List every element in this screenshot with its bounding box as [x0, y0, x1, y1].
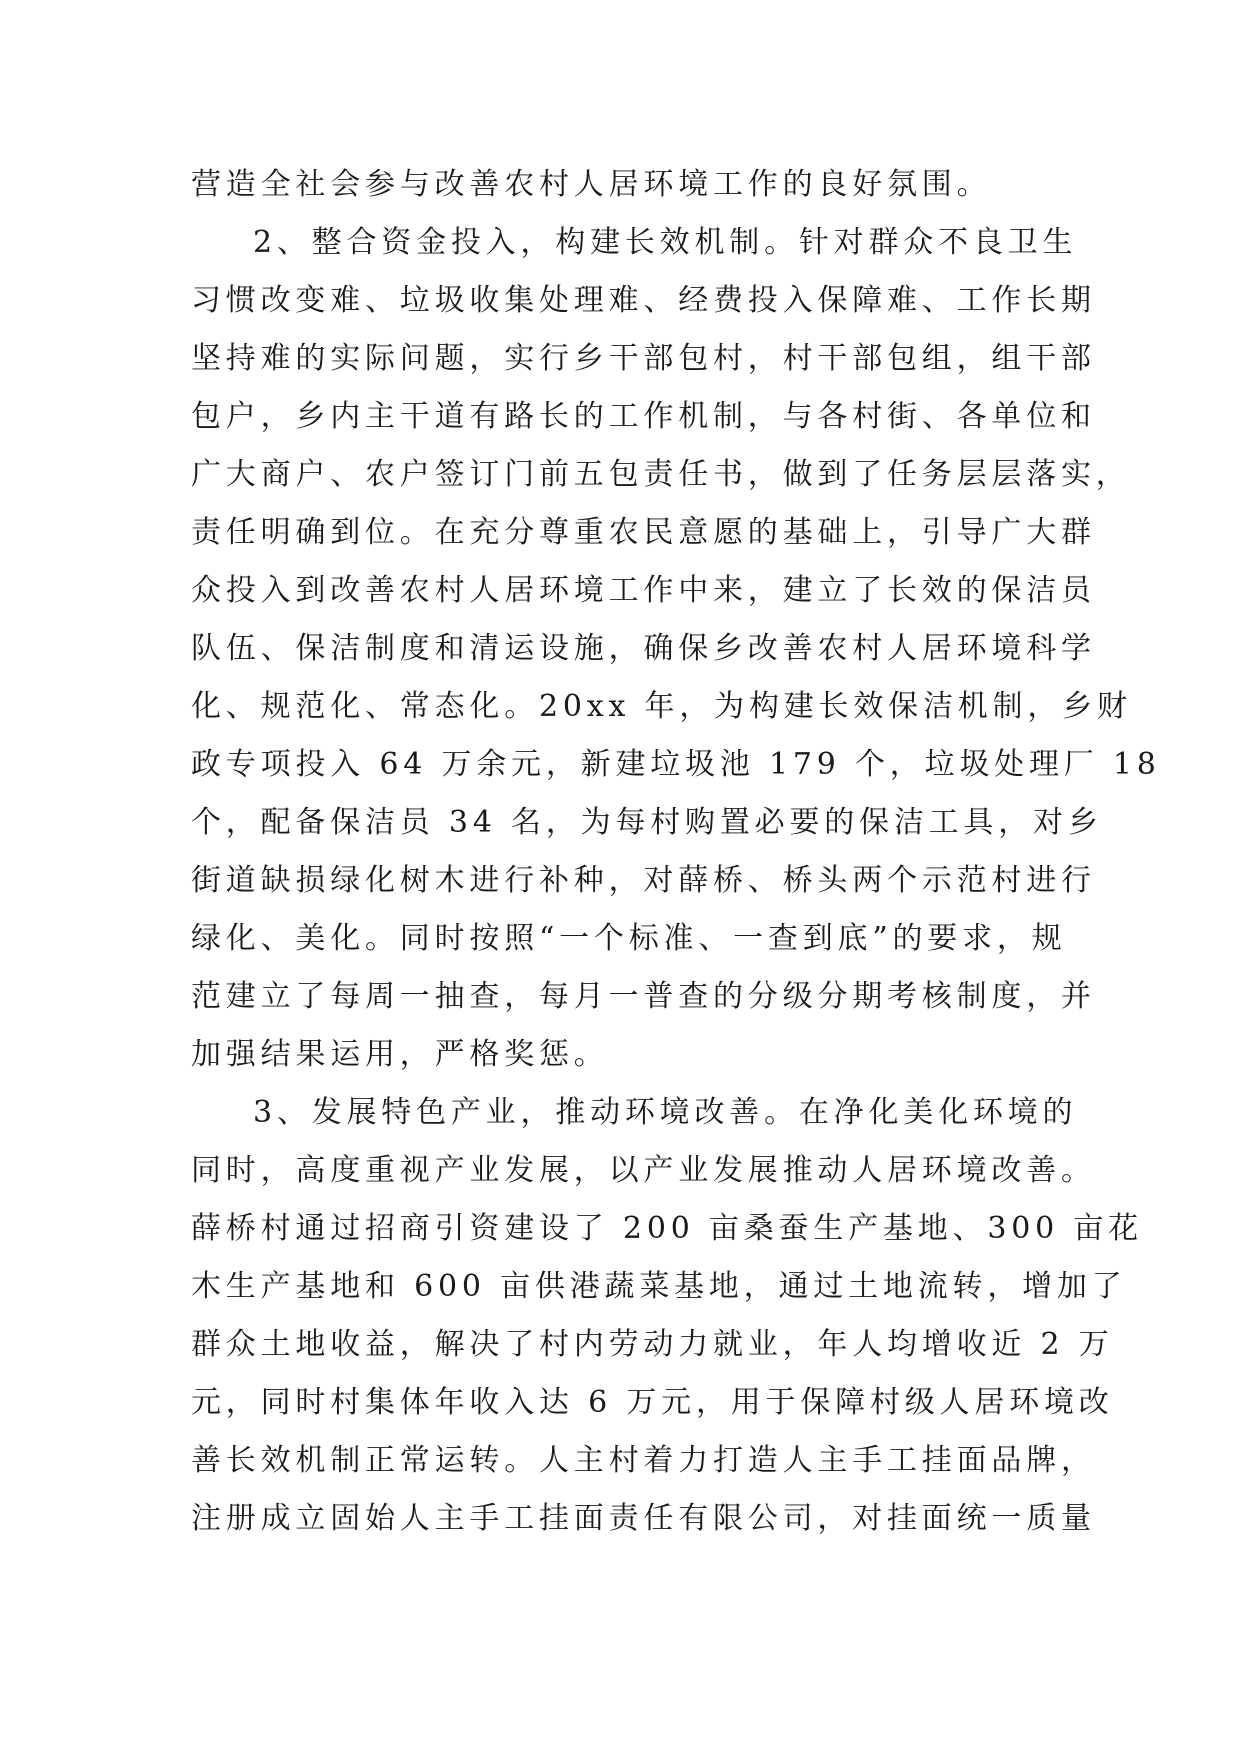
text-line: 习惯改变难、垃圾收集处理难、经费投入保障难、工作长期 — [191, 283, 1096, 318]
text-line: 营造全社会参与改善农村人居环境工作的良好氛围。 — [191, 167, 992, 202]
text-line: 绿化、美化。同时按照“一个标准、一查到底”的要求，规 — [191, 921, 1067, 956]
text-line: 木生产基地和 600 亩供港蔬菜基地，通过土地流转，增加了 — [191, 1269, 1127, 1304]
text-line: 坚持难的实际问题，实行乡干部包村，村干部包组，组干部 — [191, 341, 1096, 376]
text-line: 责任明确到位。在充分尊重农民意愿的基础上，引导广大群 — [191, 515, 1096, 550]
text-line: 注册成立固始人主手工挂面责任有限公司，对挂面统一质量 — [191, 1501, 1096, 1536]
paragraph-3-first-line: 3、发展特色产业，推动环境改善。在净化美化环境的 — [253, 1095, 1078, 1130]
text-line: 范建立了每周一抽查，每月一普查的分级分期考核制度，并 — [191, 979, 1096, 1014]
text-line: 广大商户、农户签订门前五包责任书，做到了任务层层落实， — [191, 457, 1131, 492]
text-line: 政专项投入 64 万余元，新建垃圾池 179 个，垃圾处理厂 18 — [191, 747, 1161, 782]
text-line: 群众土地收益，解决了村内劳动力就业，年人均增收近 2 万 — [191, 1327, 1114, 1362]
text-line: 街道缺损绿化树木进行补种，对薛桥、桥头两个示范村进行 — [191, 863, 1096, 898]
text-line: 加强结果运用，严格奖惩。 — [191, 1037, 609, 1072]
text-line: 个，配备保洁员 34 名，为每村购置必要的保洁工具，对乡 — [191, 805, 1103, 840]
text-line: 元，同时村集体年收入达 6 万元，用于保障村级人居环境改 — [191, 1385, 1114, 1420]
paragraph-2-first-line: 2、整合资金投入，构建长效机制。针对群众不良卫生 — [253, 225, 1078, 260]
body-text — [191, 156, 1161, 1548]
text-line: 同时，高度重视产业发展，以产业发展推动人居环境改善。 — [191, 1153, 1096, 1188]
text-line: 善长效机制正常运转。人主村着力打造人主手工挂面品牌， — [191, 1443, 1096, 1478]
text-line: 包户，乡内主干道有路长的工作机制，与各村街、各单位和 — [191, 399, 1096, 434]
text-line: 队伍、保洁制度和清运设施，确保乡改善农村人居环境科学 — [191, 631, 1096, 666]
text-line: 众投入到改善农村人居环境工作中来，建立了长效的保洁员 — [191, 573, 1096, 608]
text-line: 化、规范化、常态化。20xx 年，为构建长效保洁机制，乡财 — [191, 689, 1132, 724]
text-line: 薛桥村通过招商引资建设了 200 亩桑蚕生产基地、300 亩花 — [191, 1211, 1143, 1246]
